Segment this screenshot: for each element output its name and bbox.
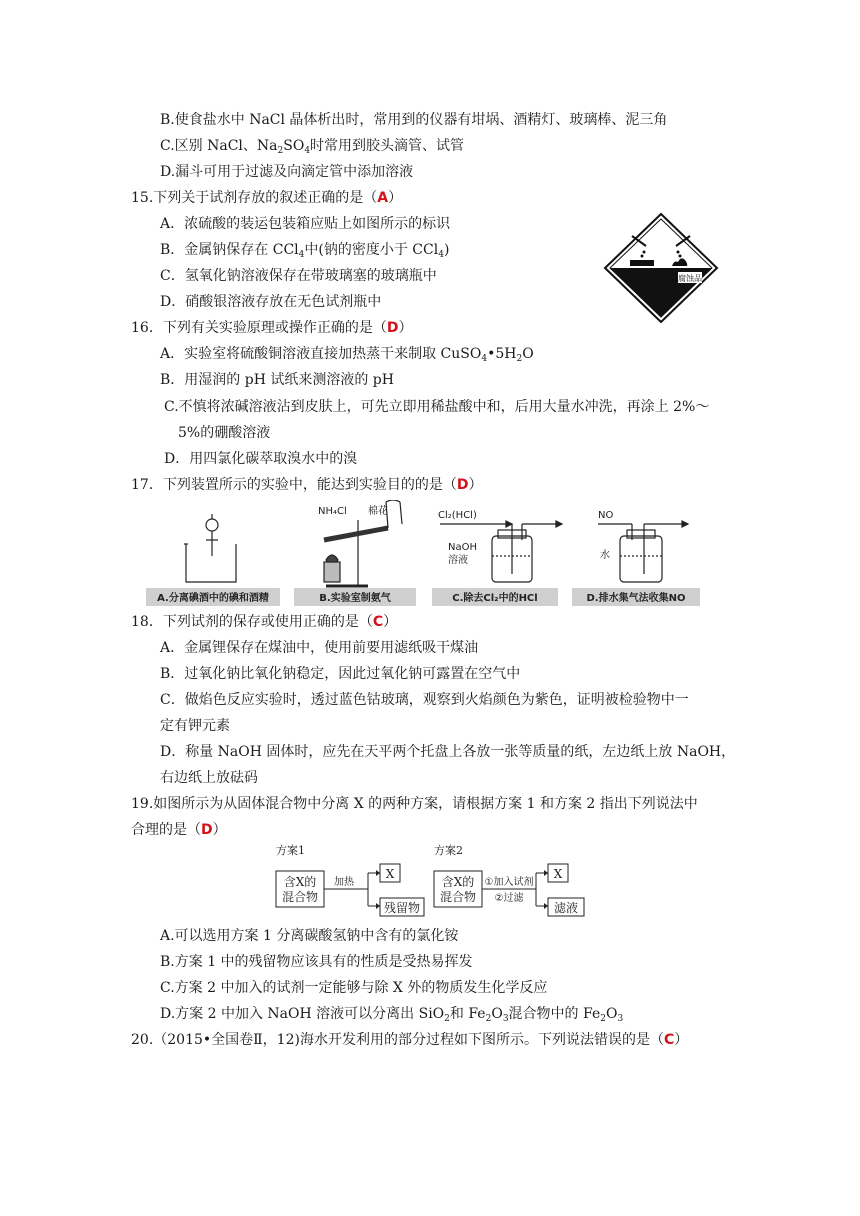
plan1-mixture-label-2: 混合物 <box>281 890 319 904</box>
q18-option-c-line2: 定有钾元素 <box>160 718 230 734</box>
apparatus-d <box>598 521 688 582</box>
plan1-title: 方案1 <box>276 844 305 857</box>
q19-flow-diagram <box>270 840 600 922</box>
apparatus-b-cotton-label: 棉花 <box>368 506 388 517</box>
q14-option-b: B.使食盐水中 NaCl 晶体析出时，常用到的仪器有坩埚、酒精灯、玻璃棒、泥三角 <box>160 112 668 128</box>
apparatus-a-caption: A.分离碘酒中的碘和酒精 <box>157 593 269 604</box>
apparatus-d-gas-label: NO <box>598 510 614 521</box>
q18-option-a: A．金属锂保存在煤油中，使用前要用滤纸吸干煤油 <box>160 640 479 656</box>
q16-option-d: D．用四氯化碳萃取溴水中的溴 <box>164 451 358 467</box>
plan1-residue-label: 残留物 <box>383 901 421 915</box>
q19-option-c: C.方案 2 中加入的试剂一定能够与除 X 外的物质发生化学反应 <box>160 980 548 996</box>
q17-stem: 17．下列装置所示的实验中，能达到实验目的的是（D） <box>131 477 483 493</box>
q15-option-a: A．浓硫酸的装运包装箱应贴上如图所示的标识 <box>160 216 451 232</box>
plan2-step1-label: ①加入试剂 <box>484 877 534 888</box>
q15-option-c: C．氢氧化钠溶液保存在带玻璃塞的玻璃瓶中 <box>160 268 437 284</box>
q19-answer: D <box>201 822 213 838</box>
q20-stem: 20.（2015•全国卷Ⅱ，12)海水开发利用的部分过程如下图所示。下列说法错误的是（C） <box>131 1032 689 1048</box>
corrosive-label-text: 腐蚀品 <box>678 274 702 283</box>
q19-option-a: A.可以选用方案 1 分离碳酸氢钠中含有的氯化铵 <box>160 928 459 944</box>
q15-option-d: D．硝酸银溶液存放在无色试剂瓶中 <box>160 294 382 310</box>
plan1-x-label: X <box>385 867 395 881</box>
q16-option-a: A．实验室将硫酸铜溶液直接加热蒸干来制取 $CuSO_4•5H_2O$ <box>160 346 534 364</box>
corrosive-hazard-label <box>602 212 720 324</box>
plan2-title: 方案2 <box>434 844 463 857</box>
apparatus-c-gas-label: Cl₂(HCl) <box>438 510 477 521</box>
q15-stem: 15.下列关于试剂存放的叙述正确的是（A） <box>131 190 403 206</box>
q16-option-c-line2: 5%的硼酸溶液 <box>178 425 271 441</box>
apparatus-c-solution-label-1: NaOH <box>448 542 477 553</box>
q17-apparatus-figure <box>146 500 702 610</box>
q18-answer: C <box>372 614 384 630</box>
plan2-x-label: X <box>553 867 563 881</box>
apparatus-b-nh4cl-label: NH₄Cl <box>318 506 347 517</box>
q15-answer: A <box>377 190 389 206</box>
q18-option-d-line1: D．称量 NaOH 固体时，应先在天平两个托盘上各放一张等质量的纸，左边纸上放 NaOH， <box>160 744 736 760</box>
q16-option-b: B．用湿润的 pH 试纸来测溶液的 pH <box>160 372 394 388</box>
apparatus-a <box>184 514 236 582</box>
q19-option-d: D.方案 2 中加入 NaOH 溶液可以分离出 SiO$_2$和 $Fe_2O_3$混合物中的 $Fe_2O_3$ <box>160 1006 624 1024</box>
apparatus-b-caption: B.实验室制氨气 <box>319 593 391 604</box>
plan2-mixture-label-1: 含X的 <box>441 875 475 889</box>
q20-answer: C <box>663 1032 675 1048</box>
q16-option-c-line1: C.不慎将浓碱溶液沾到皮肤上，可先立即用稀盐酸中和，后用大量水冲洗，再涂上 2%～ <box>164 399 710 415</box>
q18-option-b: B．过氧化钠比氧化钠稳定，因此过氧化钠可露置在空气中 <box>160 666 521 682</box>
q18-option-c-line1: C．做焰色反应实验时，透过蓝色钴玻璃，观察到火焰颜色为紫色，证明被检验物中一 <box>160 692 689 708</box>
q19-option-b: B.方案 1 中的残留物应该具有的性质是受热易挥发 <box>160 954 473 970</box>
q14-option-d: D.漏斗可用于过滤及向滴定管中添加溶液 <box>160 164 414 180</box>
plan2-step2-label: ②过滤 <box>494 893 524 904</box>
q18-option-d-line2: 右边纸上放砝码 <box>160 770 258 786</box>
plan1-heat-label: 加热 <box>334 877 354 888</box>
plan2-mixture-label-2: 混合物 <box>439 890 477 904</box>
q14-option-c: C.区别 NaCl、$Na_2SO_4$时常用到胶头滴管、试管 <box>160 138 465 156</box>
q17-answer: D <box>456 477 469 493</box>
q15-option-b: B．金属钠保存在 CCl$_4$中(钠的密度小于 CCl$_4$) <box>160 242 450 260</box>
plan1-mixture-label-1: 含X的 <box>283 875 317 889</box>
apparatus-d-water-label: 水 <box>600 550 610 561</box>
apparatus-c-caption: C.除去Cl₂中的HCl <box>452 593 538 604</box>
q19-stem-line2: 合理的是（D） <box>131 822 227 838</box>
apparatus-d-caption: D.排水集气法收集NO <box>586 593 686 604</box>
q19-stem-line1: 19.如图所示为从固体混合物中分离 X 的两种方案，请根据方案 1 和方案 2 指出下列说法中 <box>131 796 698 812</box>
plan2-filtrate-label: 滤液 <box>553 901 579 915</box>
q18-stem: 18．下列试剂的保存或使用正确的是（C） <box>131 614 398 630</box>
apparatus-c-solution-label-2: 溶液 <box>448 555 468 566</box>
q16-stem: 16．下列有关实验原理或操作正确的是（D） <box>131 320 413 336</box>
q16-answer: D <box>386 320 399 336</box>
